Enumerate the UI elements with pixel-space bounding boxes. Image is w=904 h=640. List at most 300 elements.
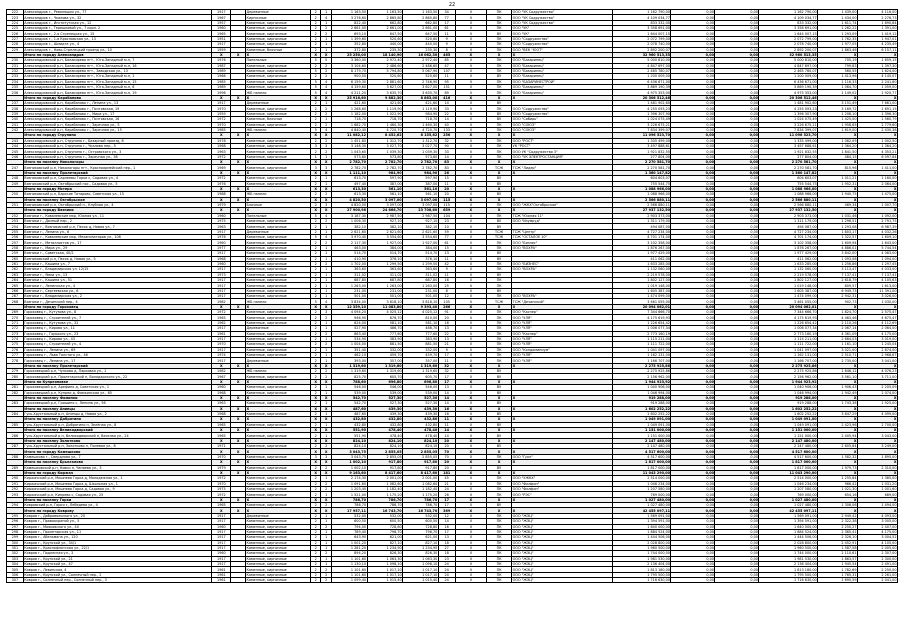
cell-year: X bbox=[212, 197, 231, 202]
cell-c2: 0,00 bbox=[715, 540, 759, 545]
cell-c1: 0,00 bbox=[671, 219, 715, 224]
cell-num: 232 bbox=[7, 68, 24, 73]
cell-org: ООО "УЛЯ" bbox=[512, 320, 613, 325]
cell-group: II bbox=[455, 20, 486, 25]
cell-c3: 1 863,57 bbox=[818, 556, 858, 561]
cell-cost-total: 1 876 267,00 bbox=[612, 245, 671, 250]
cell-area-living: 4 720,70 bbox=[367, 127, 403, 132]
cell-year: 1974 bbox=[212, 353, 231, 358]
cell-c3: 1 841,50 bbox=[818, 149, 858, 154]
cell-group: II bbox=[455, 36, 486, 41]
cell-address: Вязники г., Ковалевские мкр, Механизаторов ул., 108 bbox=[23, 235, 212, 240]
cell-address: Ковров г., Правоохраной ул., 5 bbox=[23, 519, 212, 524]
cell-area-total: 2 117,30 bbox=[331, 240, 367, 245]
cell-address: Александровский р-н, Балакирево пгт., Юго-Западный м-н, 16 bbox=[23, 63, 212, 68]
cell-area-res: 520,60 bbox=[403, 74, 439, 79]
cell-c2: 0,00 bbox=[715, 304, 759, 309]
cell-num: 226 bbox=[7, 31, 24, 36]
cell-c4: 4 675,47 bbox=[857, 315, 897, 320]
cell-year: 1975 bbox=[212, 486, 231, 491]
cell-c3: 2 949,42 bbox=[818, 513, 858, 518]
cell-group: II bbox=[455, 465, 486, 470]
cell-cost-repair: 1 019 148,00 bbox=[759, 283, 818, 288]
cell-cat: ВУ bbox=[486, 224, 511, 229]
cell-num: 294 bbox=[7, 503, 24, 508]
cell-address: Александровский р-н, Струнино г., Заречная ул., 36 bbox=[23, 154, 212, 159]
cell-c2: 0,00 bbox=[715, 256, 759, 261]
cell-floors: 2 bbox=[310, 272, 320, 277]
cell-c3: 1 979,73 bbox=[818, 465, 858, 470]
cell-group: II bbox=[455, 47, 486, 52]
cell-c1: 0,00 bbox=[671, 192, 715, 197]
cell-walls: X bbox=[245, 363, 310, 368]
cell-c3: X bbox=[818, 508, 858, 513]
cell-group: II bbox=[455, 202, 486, 207]
cell-c4: 3 005,00 bbox=[857, 519, 897, 524]
cell-entrances: X bbox=[321, 170, 331, 175]
cell-entrances: 1 bbox=[321, 229, 331, 234]
cell-floors: 2 bbox=[310, 535, 320, 540]
cell-cat: ВУ bbox=[486, 369, 511, 374]
cell-cost-total: 1 813 180,00 bbox=[612, 567, 671, 572]
cell-residents: 11 bbox=[438, 422, 455, 427]
cell-c4: 3 249,00 bbox=[857, 444, 897, 449]
cell-floors: 5 bbox=[310, 79, 320, 84]
cell-address: Александровский р-н, Карабаново г., Почтовская, 19 bbox=[23, 106, 212, 111]
cell-area-living: 777,60 bbox=[367, 331, 403, 336]
cell-entrances: 2 bbox=[321, 503, 331, 508]
cell-c2: 0,00 bbox=[715, 567, 759, 572]
cell-year: 1917 bbox=[212, 326, 231, 331]
cell-area-living: 561,10 bbox=[367, 192, 403, 197]
cell-walls: Деревянные bbox=[245, 229, 310, 234]
cell-c4: 1 297,45 bbox=[857, 261, 897, 266]
cell-entrances: 2 bbox=[321, 331, 331, 336]
cell-entrances: 2 bbox=[321, 342, 331, 347]
cell-num: 278 bbox=[7, 358, 24, 363]
cell-c2: 0,00 bbox=[715, 202, 759, 207]
cell-walls: Каменные, кирпичные bbox=[245, 481, 310, 486]
cell-group: II bbox=[455, 74, 486, 79]
cell-entrances: 1 bbox=[321, 358, 331, 363]
cell-c4: X bbox=[857, 379, 897, 384]
cell-cat: ПК bbox=[486, 47, 511, 52]
cell-cat: ВУ bbox=[486, 272, 511, 277]
cell-year: 1917 bbox=[212, 562, 231, 567]
cell-c3: 560,55 bbox=[818, 68, 858, 73]
cell-entrances: 2 bbox=[321, 74, 331, 79]
cell-residents: 83 bbox=[438, 165, 455, 170]
cell-c3: 3 842,00 bbox=[818, 251, 858, 256]
cell-cost-repair: 4 517 600,00 bbox=[759, 449, 818, 454]
cell-c1: 0,00 bbox=[671, 10, 715, 15]
cell-walls: Каменные, кирпичные bbox=[245, 154, 310, 159]
cell-area-total: 1 101,60 bbox=[331, 567, 367, 572]
cell-org: ООО "ЖЭЦ" bbox=[512, 535, 613, 540]
cell-area-total: 4 820,50 bbox=[331, 197, 367, 202]
cell-num: 254 bbox=[7, 224, 24, 229]
cell-cat: X bbox=[486, 428, 511, 433]
cell-c2: 0,00 bbox=[715, 465, 759, 470]
cell-area-res: 1 460,30 bbox=[403, 122, 439, 127]
cell-floors: 2 bbox=[310, 111, 320, 116]
cell-c3: 4 361,09 bbox=[818, 331, 858, 336]
cell-address: Ковров г., Абельмана ул., 120 bbox=[23, 535, 212, 540]
cell-floors: 2 bbox=[310, 283, 320, 288]
cell-area-total: 351,40 bbox=[331, 347, 367, 352]
cell-area-total: 824,10 bbox=[331, 444, 367, 449]
cell-walls: Каменные, блочные bbox=[245, 47, 310, 52]
cell-area-res: 4 025,12 bbox=[403, 310, 439, 315]
cell-address: Итого по городу Вязники bbox=[23, 208, 212, 213]
cell-cost-total: 2 136 404,00 bbox=[612, 562, 671, 567]
cell-walls: X bbox=[245, 186, 310, 191]
cell-c4: 5 744,54 bbox=[857, 245, 897, 250]
cell-area-total: 4 211,20 bbox=[331, 90, 367, 95]
cell-c1: 0,00 bbox=[671, 170, 715, 175]
cell-address: Итого по поселку Великодворский bbox=[23, 428, 212, 433]
cell-area-res: 2 782,70 bbox=[403, 165, 439, 170]
cell-entrances: X bbox=[321, 186, 331, 191]
cell-c2: 0,00 bbox=[715, 299, 759, 304]
cell-year: 1979 bbox=[212, 465, 231, 470]
cell-c4: 1 396,30 bbox=[857, 111, 897, 116]
cell-cost-total: 5 000 810,00 bbox=[612, 58, 671, 63]
cell-cat: ПК bbox=[486, 26, 511, 31]
cell-group: II bbox=[455, 551, 486, 556]
cell-num: 259 bbox=[7, 251, 24, 256]
cell-cost-total: 1 046 234,00 bbox=[612, 481, 671, 486]
cell-year: 1996 bbox=[212, 90, 231, 95]
cell-residents: 9 bbox=[438, 267, 455, 272]
cell-area-total: 822,40 bbox=[331, 20, 367, 25]
cell-area-total: 1 002,10 bbox=[331, 460, 367, 465]
cell-area-total: 432,80 bbox=[331, 422, 367, 427]
cell-group: II bbox=[455, 122, 486, 127]
cell-cat: X bbox=[486, 52, 511, 57]
cell-year: 1951 bbox=[212, 36, 231, 41]
cell-walls: Каменные, кирпичные bbox=[245, 63, 310, 68]
cell-org: ООО "Филфон" bbox=[512, 481, 613, 486]
cell-cost-total: 1 795 500,00 bbox=[612, 572, 671, 577]
cell-floors: 1 bbox=[310, 154, 320, 159]
cell-entrances: 1 bbox=[321, 283, 331, 288]
cell-entrances: X bbox=[321, 428, 331, 433]
cell-address: Ковров г., Крупской ул., 21 bbox=[23, 556, 212, 561]
cell-walls: Каменные, кирпичные bbox=[245, 261, 310, 266]
cell-c2: 0,00 bbox=[715, 15, 759, 20]
cell-c4: 1 609,10 bbox=[857, 235, 897, 240]
cell-c3: X bbox=[818, 95, 858, 100]
cell-walls: Деревянные bbox=[245, 326, 310, 331]
cell-address: Итого по городу Киржач bbox=[23, 470, 212, 475]
cell-address: Киржачский р-н, Мишнева Горка д, Школьная ул., 1 bbox=[23, 481, 212, 486]
cell-c3: X bbox=[818, 417, 858, 422]
cell-area-res: 1 312,70 bbox=[403, 138, 439, 143]
cell-c2: 0,00 bbox=[715, 417, 759, 422]
cell-area-res: 1 082,60 bbox=[403, 481, 439, 486]
cell-residents: 18 bbox=[438, 551, 455, 556]
cell-group: II bbox=[455, 143, 486, 148]
cell-cost-repair: 1 162 131,00 bbox=[759, 353, 818, 358]
cell-area-res: 231,00 bbox=[403, 288, 439, 293]
cell-cost-repair: 7 834 399,07 bbox=[759, 127, 818, 132]
cell-floors: 2 bbox=[310, 545, 320, 550]
cell-c3: 1 255,84 bbox=[818, 476, 858, 481]
cell-address: Киржачский р-н, Мишнева Горка д, Молодежная ул., 1 bbox=[23, 476, 212, 481]
cell-c1: 0,00 bbox=[671, 272, 715, 277]
cell-c2: 0,00 bbox=[715, 235, 759, 240]
cell-num: 253 bbox=[7, 219, 24, 224]
cell-residents: 17 bbox=[438, 497, 455, 502]
cell-org: X bbox=[512, 304, 613, 309]
cell-org: ООО "УК" bbox=[512, 31, 613, 36]
cell-org: ООО "ЖЭЦ" bbox=[512, 551, 613, 556]
cell-cost-repair: 1 207 580,00 bbox=[759, 486, 818, 491]
cell-cat: ПК bbox=[486, 213, 511, 218]
cell-group: II bbox=[455, 256, 486, 261]
cell-c3: 1 293,08 bbox=[818, 224, 858, 229]
cell-residents: 25 bbox=[438, 283, 455, 288]
cell-walls: Каменные, кирпичные bbox=[245, 165, 310, 170]
cell-num: 271 bbox=[7, 320, 24, 325]
cell-cost-repair: 3 869 190,39 bbox=[759, 85, 818, 90]
cell-cat: ТСЖ bbox=[486, 165, 511, 170]
cell-walls: Каменные, кирпичные bbox=[245, 143, 310, 148]
cell-floors: X bbox=[310, 170, 320, 175]
cell-area-res: 382,10 bbox=[403, 224, 439, 229]
cell-walls: ЖБ панели bbox=[245, 90, 310, 95]
cell-walls: Каменные, кирпичные bbox=[245, 79, 310, 84]
cell-walls: Каменные, кирпичные bbox=[245, 390, 310, 395]
cell-c1: 0,00 bbox=[671, 160, 715, 165]
cell-c3: 2 110,26 bbox=[818, 320, 858, 325]
cell-area-living: 311,02 bbox=[367, 272, 403, 277]
cell-entrances: 1 bbox=[321, 154, 331, 159]
cell-entrances: 2 bbox=[321, 192, 331, 197]
cell-cost-total: 1 977 429,00 bbox=[612, 251, 671, 256]
cell-address: Итого по городу Гороховец bbox=[23, 304, 212, 309]
cell-area-living: 1 312,70 bbox=[367, 138, 403, 143]
cell-cost-repair: 2 078 740,00 bbox=[759, 42, 818, 47]
cell-area-res: 311,02 bbox=[403, 272, 439, 277]
cell-cost-repair: 1 024 075,49 bbox=[759, 117, 818, 122]
cell-residents: 14 bbox=[438, 433, 455, 438]
cell-cost-repair: 833 332,00 bbox=[759, 20, 818, 25]
cell-c1: 0,00 bbox=[671, 315, 715, 320]
cell-c3: 1 942,49 bbox=[818, 390, 858, 395]
cell-walls: Каменные, кирпичные bbox=[245, 578, 310, 583]
cell-year: 1917 bbox=[212, 101, 231, 106]
cell-area-total: 393,00 bbox=[331, 358, 367, 363]
cell-c2: 0,00 bbox=[715, 229, 759, 234]
cell-area-total: 501,00 bbox=[331, 294, 367, 299]
cell-area-res: 3 635,70 bbox=[403, 90, 439, 95]
cell-walls: Каменные, кирпичные bbox=[245, 106, 310, 111]
cell-c1: 0,00 bbox=[671, 127, 715, 132]
cell-area-total: 1 682,70 bbox=[331, 122, 367, 127]
cell-cost-total: 1 633 285,00 bbox=[612, 261, 671, 266]
cell-entrances: X bbox=[321, 133, 331, 138]
cell-c4: 11 391,00 bbox=[857, 288, 897, 293]
cell-group: X bbox=[455, 170, 486, 175]
cell-num: 235 bbox=[7, 85, 24, 90]
cell-c1: 0,00 bbox=[671, 486, 715, 491]
cell-year: 1961 bbox=[212, 578, 231, 583]
cell-address: Александровский р-н, Балакирево пгт., Юго-Западный м-н, 19 bbox=[23, 90, 212, 95]
cell-c3: 3 169,72 bbox=[818, 106, 858, 111]
cell-area-living: 687,80 bbox=[367, 277, 403, 282]
cell-c1: 0,00 bbox=[671, 385, 715, 390]
cell-cat: X bbox=[486, 508, 511, 513]
cell-entrances: X bbox=[321, 95, 331, 100]
cell-cat: ВУ bbox=[486, 288, 511, 293]
cell-area-total: 372,80 bbox=[331, 47, 367, 52]
cell-area-res: 432,80 bbox=[403, 417, 439, 422]
cell-floors: 5 bbox=[310, 235, 320, 240]
cell-org: X bbox=[512, 160, 613, 165]
cell-num: 229 bbox=[7, 47, 24, 52]
cell-c2: 0,00 bbox=[715, 363, 759, 368]
cell-cost-total: 2 028 800,00 bbox=[612, 540, 671, 545]
cell-entrances: 1 bbox=[321, 176, 331, 181]
cell-num: 223 bbox=[7, 15, 24, 20]
cell-area-total: 27 900,98 bbox=[331, 208, 367, 213]
cell-floors: 2 bbox=[310, 578, 320, 583]
cell-cost-total: 3 102 358,00 bbox=[612, 240, 671, 245]
cell-c2: 0,00 bbox=[715, 36, 759, 41]
cell-c3: 1 646,12 bbox=[818, 369, 858, 374]
cell-cat: X bbox=[486, 460, 511, 465]
cell-c4: 2 041,00 bbox=[857, 578, 897, 583]
cell-area-res: 605,70 bbox=[403, 374, 439, 379]
cell-residents: 12 bbox=[438, 513, 455, 518]
cell-residents: 8 bbox=[438, 47, 455, 52]
cell-group: II bbox=[455, 556, 486, 561]
cell-c2: 0,00 bbox=[715, 85, 759, 90]
register-sheet bbox=[6, 9, 898, 583]
cell-cost-total: 277 804,00 bbox=[612, 154, 671, 159]
cell-floors: 5 bbox=[310, 127, 320, 132]
cell-area-res: 1 063,30 bbox=[403, 556, 439, 561]
cell-year: 1989 bbox=[212, 68, 231, 73]
cell-area-living: 3 627,00 bbox=[367, 85, 403, 90]
cell-walls: ЖБ панели bbox=[245, 127, 310, 132]
cell-area-total: 3 360,00 bbox=[331, 58, 367, 63]
cell-walls: Каменные, кирпичные bbox=[245, 342, 310, 347]
cell-c3: 705,19 bbox=[818, 58, 858, 63]
cell-num: 233 bbox=[7, 74, 24, 79]
cell-entrances: 2 bbox=[321, 219, 331, 224]
cell-group: II bbox=[455, 219, 486, 224]
cell-org: ООО "Каспер" bbox=[512, 310, 613, 315]
cell-area-living: 2 001,00 bbox=[367, 476, 403, 481]
cell-residents: 9 bbox=[438, 36, 455, 41]
cell-area-living: 439,30 bbox=[367, 406, 403, 411]
cell-cost-repair: 20 306 512,46 bbox=[759, 95, 818, 100]
cell-group: II bbox=[455, 26, 486, 31]
cell-group: II bbox=[455, 347, 486, 352]
cell-area-res: 2 661,00 bbox=[403, 26, 439, 31]
cell-area-total: 825,70 bbox=[331, 374, 367, 379]
cell-org: X bbox=[512, 363, 613, 368]
cell-entrances: 2 bbox=[321, 68, 331, 73]
cell-area-living: 3 635,70 bbox=[367, 90, 403, 95]
cell-cost-repair: 1 088 966,00 bbox=[759, 186, 818, 191]
cell-floors: X bbox=[310, 497, 320, 502]
cell-cost-total: 2 892 200,07 bbox=[612, 47, 671, 52]
cell-area-living: 376,10 bbox=[367, 256, 403, 261]
cell-area-living: 796,70 bbox=[367, 529, 403, 534]
cell-area-res: 2 987,50 bbox=[403, 213, 439, 218]
cell-year: 1972 bbox=[212, 176, 231, 181]
cell-org: ООО "ЖКХ"Октябрьское" bbox=[512, 202, 613, 207]
cell-year: 1917 bbox=[212, 347, 231, 352]
cell-c4: 2 779,60 bbox=[857, 122, 897, 127]
cell-c1: 0,00 bbox=[671, 229, 715, 234]
cell-year: 1963 bbox=[212, 401, 231, 406]
cell-area-living: 2 782,70 bbox=[367, 160, 403, 165]
cell-year: X bbox=[212, 417, 231, 422]
cell-area-total: 3 276,60 bbox=[331, 15, 367, 20]
cell-floors: X bbox=[310, 438, 320, 443]
cell-c4: 1 160,00 bbox=[857, 176, 897, 181]
cell-floors: 2 bbox=[310, 277, 320, 282]
cell-entrances: 4 bbox=[321, 79, 331, 84]
cell-area-total: 514,70 bbox=[331, 251, 367, 256]
cell-year: X bbox=[212, 395, 231, 400]
cell-floors: 5 bbox=[310, 213, 320, 218]
cell-address: Александровский р-н, Балакирево пгт., Юго-Западный м-н, 7 bbox=[23, 58, 212, 63]
cell-org: ООО УК "Содружество 3" bbox=[512, 149, 613, 154]
cell-entrances: 3 bbox=[321, 143, 331, 148]
cell-entrances: 3 bbox=[321, 454, 331, 459]
cell-cost-repair: 1 813 180,00 bbox=[759, 567, 818, 572]
cell-cost-repair: 2 147 480,00 bbox=[759, 438, 818, 443]
cell-area-total: 463,00 bbox=[331, 245, 367, 250]
cell-num: 257 bbox=[7, 240, 24, 245]
cell-c4: X bbox=[857, 438, 897, 443]
cell-residents: 91 bbox=[438, 310, 455, 315]
cell-area-living: 332,00 bbox=[367, 347, 403, 352]
cell-entrances: 1 bbox=[321, 535, 331, 540]
cell-c2: 0,00 bbox=[715, 422, 759, 427]
cell-c1: 0,00 bbox=[671, 176, 715, 181]
cell-num: 258 bbox=[7, 245, 24, 250]
cell-cost-repair: 2 566 880,11 bbox=[759, 197, 818, 202]
cell-c4: X bbox=[857, 449, 897, 454]
cell-group: II bbox=[455, 358, 486, 363]
cell-c2: 0,00 bbox=[715, 390, 759, 395]
cell-entrances: 4 bbox=[321, 299, 331, 304]
cell-org: ООО "ЖЭЦ" bbox=[512, 578, 613, 583]
cell-area-living: 2 621,60 bbox=[367, 229, 403, 234]
cell-cost-total: 411 062,00 bbox=[612, 256, 671, 261]
cell-area-living: 662,80 bbox=[367, 20, 403, 25]
cell-residents: 115 bbox=[438, 202, 455, 207]
cell-c2: 0,00 bbox=[715, 572, 759, 577]
cell-extra: X bbox=[231, 497, 246, 502]
cell-group: II bbox=[455, 229, 486, 234]
cell-org: ТСЖ "Лидер" bbox=[512, 165, 613, 170]
cell-num: 300 bbox=[7, 540, 24, 545]
cell-group: II bbox=[455, 31, 486, 36]
cell-cost-total: 7 344 666,70 bbox=[612, 310, 671, 315]
cell-cost-total: 4 109 034,77 bbox=[612, 15, 671, 20]
cell-residents: 20 bbox=[438, 186, 455, 191]
cell-c2: 0,00 bbox=[715, 245, 759, 250]
cell-residents: 659 bbox=[438, 208, 455, 213]
